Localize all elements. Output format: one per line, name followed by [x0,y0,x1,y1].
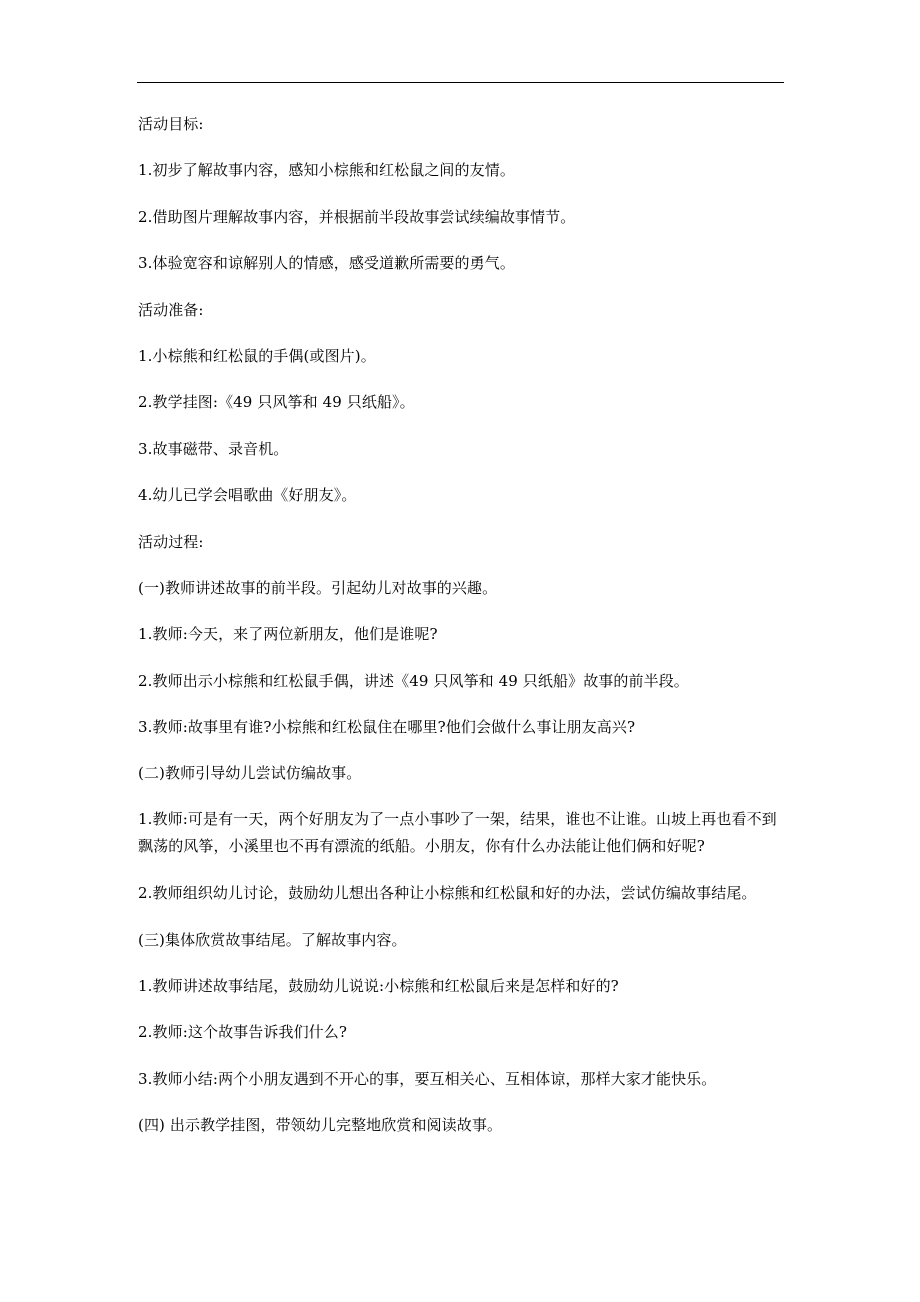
process-step-2-item-1: 1.教师:可是有一天，两个好朋友为了一点小事吵了一架，结果，谁也不让谁。山坡上再也看不到飘荡的风筝，小溪里也不再有漂流的纸船。小朋友，你有什么办法能让他们俩和好呢? [138,810,777,856]
process-step-1-item-1: 1.教师:今天，来了两位新朋友，他们是谁呢? [138,625,438,644]
process-step-2-item-2: 2.教师组织幼儿讨论，鼓励幼儿想出各种让小棕熊和红松鼠和好的办法，尝试仿编故事结尾。 [138,884,757,903]
header-rule [137,82,784,83]
document-body [138,114,788,1162]
goal-item-3: 3.体验宽容和谅解别人的情感，感受道歉所需要的勇气。 [138,254,515,273]
process-step-1-item-3: 3.教师:故事里有谁?小棕熊和红松鼠住在哪里?他们会做什么事让朋友高兴? [138,718,636,737]
preparation-item-3: 3.故事磁带、录音机。 [138,439,289,458]
goal-item-1: 1.初步了解故事内容，感知小棕熊和红松鼠之间的友情。 [138,161,515,180]
process-step-heading-2: (二)教师引导幼儿尝试仿编故事。 [138,764,362,783]
preparation-item-4: 4.幼儿已学会唱歌曲《好朋友》。 [138,486,357,505]
process-step-3-item-2: 2.教师:这个故事告诉我们什么? [138,1023,348,1042]
process-step-heading-4: (四) 出示教学挂图，带领幼儿完整地欣赏和阅读故事。 [138,1116,503,1135]
preparation-item-1: 1.小棕熊和红松鼠的手偶(或图片)。 [138,346,376,365]
preparation-item-2: 2.教学挂图:《49 只风筝和 49 只纸船》。 [138,393,415,412]
section-heading-process: 活动过程: [138,532,204,551]
process-step-3-item-1: 1.教师讲述故事结尾，鼓励幼儿说说:小棕熊和红松鼠后来是怎样和好的? [138,977,619,996]
section-heading-preparation: 活动准备: [138,300,204,319]
process-step-1-item-2: 2.教师出示小棕熊和红松鼠手偶，讲述《49 只风筝和 49 只纸船》故事的前半段。 [138,671,689,690]
section-heading-goals: 活动目标: [138,115,204,133]
goal-item-2: 2.借助图片理解故事内容，并根据前半段故事尝试续编故事情节。 [138,207,576,226]
process-step-3-item-3: 3.教师小结:两个小朋友遇到不开心的事，要互相关心、互相体谅，那样大家才能快乐。 [138,1069,717,1088]
process-step-heading-3: (三)集体欣赏故事结尾。了解故事内容。 [138,930,407,949]
process-step-heading-1: (一)教师讲述故事的前半段。引起幼儿对故事的兴趣。 [138,578,498,597]
